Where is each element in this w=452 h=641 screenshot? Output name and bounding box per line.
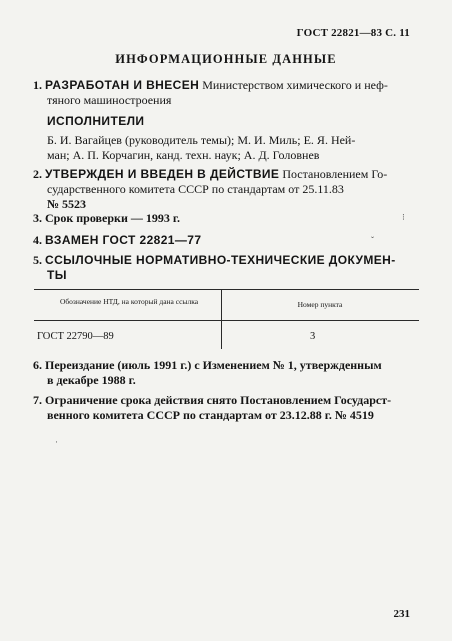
- page-header: ГОСТ 22821—83 С. 11: [296, 27, 410, 39]
- table-header-designation: Обозначение НТД, на который дана ссылка: [59, 297, 199, 306]
- scan-speck: ⁝: [402, 212, 405, 222]
- item-5-text-a: ССЫЛОЧНЫЕ НОРМАТИВНО-ТЕХНИЧЕСКИЕ ДОКУМЕН-: [45, 253, 396, 267]
- executors-line-1: Б. И. Вагайцев (руководитель темы); М. И. Миль; Е. Я. Ней-: [47, 133, 356, 147]
- item-2-text-a: Постановлением Го-: [282, 167, 388, 181]
- item-2: [33, 167, 419, 212]
- item-1: [33, 78, 419, 108]
- item-7-number: 7.: [33, 393, 42, 407]
- item-2-text-b: сударственного комитета СССР по стандартам от 25.11.83: [47, 182, 344, 196]
- table-top-rule: [34, 289, 419, 290]
- item-3-text: Срок проверки — 1993 г.: [45, 211, 180, 225]
- item-3-number: 3.: [33, 211, 42, 225]
- item-6-text-b: в декабре 1988 г.: [47, 373, 136, 387]
- item-4: [33, 233, 419, 248]
- executors-heading: ИСПОЛНИТЕЛИ: [47, 114, 145, 128]
- table-column-divider: [221, 289, 222, 349]
- item-6-number: 6.: [33, 358, 42, 372]
- item-1-number: 1.: [33, 78, 42, 92]
- scan-speck: ·: [55, 437, 58, 447]
- item-6-text-a: Переиздание (июль 1991 г.) с Изменением № 1, утвержденным: [45, 358, 382, 372]
- item-5-text-b: ТЫ: [47, 268, 67, 282]
- item-7: [33, 393, 419, 423]
- item-7-text-b: венного комитета СССР по стандартам от 23.12.88 г. № 4519: [47, 408, 374, 422]
- section-title: ИНФОРМАЦИОННЫЕ ДАННЫЕ: [115, 52, 337, 66]
- item-4-text: ВЗАМЕН ГОСТ 22821—77: [45, 233, 202, 247]
- item-2-lead: УТВЕРЖДЕН И ВВЕДЕН В ДЕЙСТВИЕ: [45, 167, 280, 181]
- item-1-text-a: Министерством химического и неф-: [202, 78, 388, 92]
- item-3: [33, 211, 419, 226]
- executors-list: [33, 133, 419, 163]
- item-1-text-b: тяного машиностроения: [47, 93, 172, 107]
- item-5-number: 5.: [33, 253, 42, 267]
- table-header-clause: Номер пункта: [297, 300, 343, 309]
- item-2-number: 2.: [33, 167, 42, 181]
- table-cell-clause: 3: [310, 331, 316, 342]
- page-number: 231: [393, 608, 410, 620]
- item-4-number: 4.: [33, 233, 42, 247]
- table-header-rule: [34, 320, 419, 321]
- item-1-lead: РАЗРАБОТАН И ВНЕСЕН: [45, 78, 200, 92]
- item-5: [33, 253, 419, 283]
- table-cell-designation: ГОСТ 22790—89: [37, 331, 114, 342]
- scan-speck: ˇ: [371, 235, 374, 245]
- item-6: [33, 358, 419, 388]
- item-2-text-c: № 5523: [47, 197, 87, 211]
- executors-line-2: ман; А. П. Корчагин, канд. техн. наук; А. Д. Головнев: [47, 148, 320, 162]
- item-7-text-a: Ограничение срока действия снято Постановлением Государст-: [45, 393, 392, 407]
